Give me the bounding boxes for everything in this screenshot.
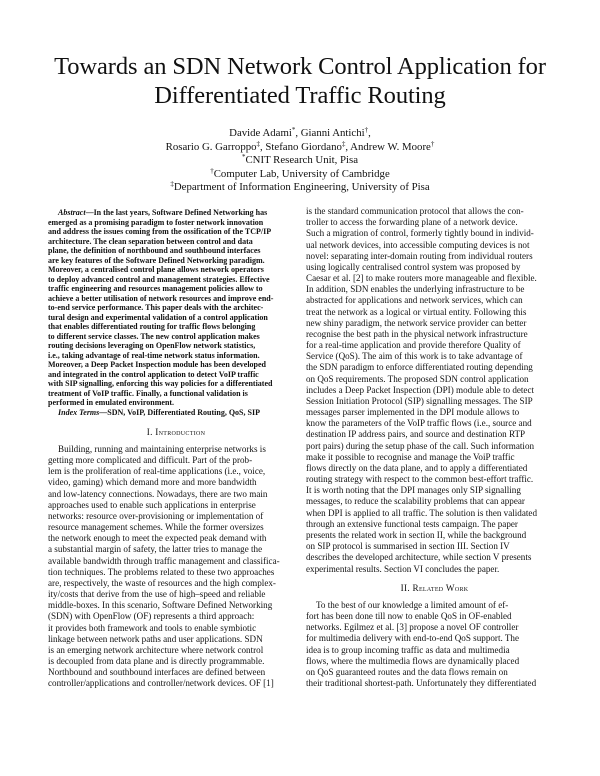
- index-terms: [48, 408, 304, 419]
- body-line: [306, 622, 563, 633]
- body-line-text: Such a migration of control, formerly tightly bound in individ-: [306, 228, 534, 239]
- section-heading-related-work: [306, 583, 563, 594]
- related-work-text: [306, 600, 563, 689]
- body-line-text: To the best of our knowledge a limited amount of ef-: [316, 599, 509, 610]
- affiliation-text: Computer Lab, University of Cambridge: [213, 167, 390, 180]
- body-line-text: presents the related work in section II, while the background: [306, 529, 527, 540]
- body-line-text: on SIP protocol is summarised in section III. Section IV: [306, 541, 510, 552]
- body-line-text: describes the developed architecture, while section V presents: [306, 552, 532, 563]
- affiliation-line: [40, 154, 560, 168]
- affiliation-mark: *: [241, 153, 246, 162]
- body-line: [48, 556, 304, 567]
- body-line-text: abstracted for applications and network services, which can: [306, 295, 523, 306]
- author-name: , Andrew W. Moore: [345, 140, 431, 153]
- author-block: [40, 127, 560, 195]
- abstract-line: [48, 332, 304, 342]
- body-line-text: flows, where the multimedia flows are dynamically placed: [306, 655, 520, 666]
- body-line-text: fort has been done till now to enable QoS in OF-enabled: [306, 611, 512, 622]
- body-line: [48, 611, 304, 622]
- body-line: [48, 656, 304, 667]
- abstract-line-text: and address the issues coming from the ossification of the TCP/IP: [48, 227, 272, 236]
- body-line: [48, 466, 304, 477]
- body-line-text: It is worth noting that the DPI manages only SIP signalling: [306, 485, 521, 496]
- body-line: [48, 489, 304, 500]
- body-line: [306, 240, 563, 251]
- abstract-line-text: performed in emulated environment.: [48, 398, 175, 407]
- abstract-line: [48, 237, 304, 247]
- body-line-text: networks. Egilmez et al. [3] propose a novel OF controller: [306, 622, 519, 633]
- left-column: [48, 208, 304, 690]
- body-line-text: on QoS guaranteed routes and the data flows remain on: [306, 666, 508, 677]
- body-line-text: video, gaming) which demand more and more bandwidth: [48, 477, 257, 488]
- body-line-text: their traditional shortest-path. Unfortunately they differentiated: [306, 678, 537, 689]
- body-line: [306, 552, 563, 563]
- body-line: [48, 533, 304, 544]
- body-line: [48, 477, 304, 488]
- body-line: [48, 500, 304, 511]
- abstract-line: [48, 284, 304, 294]
- abstract-line: [48, 360, 304, 370]
- abstract-line-text: to different service classes. The new control application makes: [48, 331, 260, 341]
- body-line-text: includes a Deep Packet Inspection (DPI) module able to detect: [306, 384, 535, 395]
- body-line-text: networks: resource over-provisioning or implementation of: [48, 510, 264, 521]
- body-line: [48, 589, 304, 600]
- abstract-line: [48, 379, 304, 389]
- paper-title: [20, 52, 580, 110]
- body-line: [306, 329, 563, 340]
- body-line-text: for a real-time application and provide therefore Quality of: [306, 340, 521, 351]
- body-line-text: linkage between network paths and user applications. SDN: [48, 633, 263, 644]
- body-line-text: troller to access the forwarding plane of a network device.: [306, 217, 518, 228]
- body-line: [48, 511, 304, 522]
- body-line-text: treat the network as a logical or virtual entity. Following this: [306, 306, 527, 317]
- body-line: [306, 541, 563, 552]
- body-line: [306, 362, 563, 373]
- abstract-line: [48, 256, 304, 266]
- body-line-text: experimental results. Section VI concludes the paper.: [306, 563, 500, 574]
- body-line-text: is the standard communication protocol that allows the con-: [306, 206, 524, 216]
- author-name: , Stefano Giordano: [260, 140, 342, 153]
- abstract-line-text: to-end service performance. This paper deals with the architec-: [48, 303, 264, 312]
- abstract-line-text: architecture. The clean separation between control and data: [48, 236, 253, 246]
- title-line: Differentiated Traffic Routing: [154, 82, 446, 109]
- body-line-text: destination IP address pairs, and source and destination RTP: [306, 429, 526, 440]
- body-line: [48, 578, 304, 589]
- body-line: [48, 667, 304, 678]
- author-line: [40, 127, 560, 141]
- abstract-line: [48, 208, 304, 218]
- body-line-text: the network enough to meet the expected peak demand with: [48, 533, 267, 544]
- abstract-line-text: emerged as a promising paradigm to foster network innovation: [48, 217, 264, 227]
- body-line-text: through an extensive functional tests campaign. The paper: [306, 518, 518, 529]
- abstract-line: [48, 227, 304, 237]
- section-heading-text: I. Introduction: [146, 426, 206, 437]
- affiliation-text: CNIT Research Unit, Pisa: [245, 154, 359, 167]
- section-heading-introduction: [48, 427, 304, 438]
- introduction-text: [48, 444, 304, 690]
- body-line: [48, 634, 304, 645]
- body-line: [306, 385, 563, 396]
- body-line-text: lem is the proliferation of real-time applications (i.e., voice,: [48, 466, 266, 477]
- body-line: [48, 444, 304, 455]
- body-line-text: it provides both framework and tools to enable symbiotic: [48, 622, 257, 633]
- abstract-line: [48, 265, 304, 275]
- body-line-text: idea is to group incoming traffic as data and multimedia: [306, 644, 510, 655]
- body-line-text: Northbound and southbound interfaces are defined between: [48, 667, 266, 678]
- body-line-text: using logically centralised control system was proposed by: [306, 261, 521, 272]
- section-heading-text: II. Related Work: [400, 582, 469, 593]
- body-line-text: make it possible to recognise and manage the VoiP traffic: [306, 451, 515, 462]
- abstract-line-text: traffic engineering and resources management policies allow to: [48, 284, 263, 293]
- body-line: [306, 374, 563, 385]
- body-line: [306, 600, 563, 611]
- body-line: [306, 284, 563, 295]
- affiliation-line: [40, 168, 560, 182]
- affiliation-line: [40, 181, 560, 195]
- body-line: [306, 351, 563, 362]
- affiliation-mark: ‡: [170, 180, 174, 189]
- abstract-line-text: treatment of VoIP traffic. Finally, a functional validation is: [48, 388, 248, 398]
- abstract-line-text: —In the last years, Software Defined Networking has: [85, 208, 268, 217]
- abstract-line: [48, 398, 304, 408]
- abstract-line-text: tural design and experimental validation of a control application: [48, 312, 268, 322]
- abstract-line-text: plane, the definition of northbound and southbound interfaces: [48, 246, 261, 255]
- affiliation-mark: ‡: [341, 139, 346, 148]
- body-line: [48, 678, 304, 689]
- body-line-text: middle-boxes. In this scenario, Software Defined Networking: [48, 600, 273, 611]
- author-name: , Gianni Antichi: [295, 127, 365, 139]
- abstract-line-text: to deploy advanced control and management strategies. Effective: [48, 274, 270, 284]
- body-line: [48, 600, 304, 611]
- abstract-line-text: Moreover, a centralised control plane allows network operators: [48, 265, 264, 274]
- body-line: [48, 544, 304, 555]
- abstract-line: [48, 218, 304, 228]
- body-line: [306, 452, 563, 463]
- abstract-line: [48, 275, 304, 285]
- body-line: [48, 455, 304, 466]
- body-line-text: Session Initiation Protocol (SIP) signalling messages. The SIP: [306, 395, 533, 406]
- body-line-text: messages, to reduce the scalability problems that can appear: [306, 496, 525, 507]
- abstract-line: [48, 351, 304, 361]
- body-line: [306, 206, 563, 217]
- body-line: [306, 318, 563, 329]
- body-line-text: tion techniques. The problems related to these two approaches: [48, 566, 275, 577]
- body-line: [306, 441, 563, 452]
- body-line: [306, 645, 563, 656]
- body-line: [306, 485, 563, 496]
- affiliation-mark: †: [364, 126, 369, 134]
- affiliation-mark: *: [291, 126, 296, 134]
- body-line: [306, 418, 563, 429]
- abstract-line-text: with SIP signalling, enforcing this way policies for a differentiated: [48, 379, 273, 388]
- body-line: [306, 474, 563, 485]
- body-line-text: routing strategy with respect to the common best-effort traffic.: [306, 474, 534, 485]
- body-line: [306, 429, 563, 440]
- body-line-text: recognise the best path in the physical network infrastructure: [306, 328, 528, 339]
- body-line-text: on QoS requirements. The proposed SDN control application: [306, 373, 529, 384]
- body-line: [306, 396, 563, 407]
- introduction-continued-text: [306, 206, 563, 575]
- body-line-text: Caesar et al. [2] to make routers more manageable and flexible.: [306, 273, 537, 284]
- abstract-line: [48, 341, 304, 351]
- abstract-line-text: that enables differentiated routing for traffic flows belonging: [48, 322, 256, 331]
- body-line: [48, 623, 304, 634]
- body-line: [306, 228, 563, 239]
- body-line-text: is decoupled from data plane and is directly programmable.: [48, 656, 265, 667]
- abstract-line-text: i.e., taking advantage of real-time network status information.: [48, 350, 260, 360]
- body-line-text: available bandwidth through traffic management and classifica-: [48, 555, 280, 566]
- body-line-text: ual network devices, into accessible computing devices is not: [306, 239, 530, 250]
- index-terms-text: —SDN, VoIP, Differentiated Routing, QoS, SIP: [99, 407, 260, 417]
- abstract-line: [48, 370, 304, 380]
- body-line: [48, 567, 304, 578]
- body-line: [306, 519, 563, 530]
- abstract-line-text: achieve a better utilisation of network resources and improve end-: [48, 293, 274, 303]
- body-line-text: port pairs) during the setup phase of the call. Such information: [306, 440, 535, 451]
- body-line-text: is an emerging network architecture where network control: [48, 644, 264, 655]
- body-line: [306, 611, 563, 622]
- body-line-text: novel: separating inter-domain routing from individual routers: [306, 250, 533, 261]
- body-line-text: are, respectively, the waste of resources and the high complex-: [48, 577, 276, 588]
- body-line: [306, 295, 563, 306]
- body-line-text: ity/costs that derive from the use of high–speed and reliable: [48, 589, 266, 600]
- body-line-text: Service (QoS). The aim of this work is to take advantage of: [306, 351, 523, 362]
- abstract-line: [48, 294, 304, 304]
- abstract-line-text: Moreover, a Deep Packet Inspection module has been developed: [48, 360, 266, 369]
- body-line-text: a substantial margin of safety, the latter tries to manage the: [48, 544, 263, 555]
- body-line: [306, 530, 563, 541]
- body-line-text: approaches used to enable such applications in enterprise: [48, 499, 256, 510]
- body-line: [306, 564, 563, 575]
- affiliation-mark: †: [430, 139, 435, 148]
- body-line: [306, 340, 563, 351]
- body-line: [306, 463, 563, 474]
- body-line-text: and low-latency connections. Nowadays, there are two main: [48, 488, 268, 499]
- body-line: [306, 667, 563, 678]
- affiliation-mark: †: [210, 166, 214, 175]
- body-line: [48, 522, 304, 533]
- body-line-text: for multimedia delivery with end-to-end QoS support. The: [306, 633, 519, 644]
- abstract-line: [48, 322, 304, 332]
- abstract-line: [48, 313, 304, 323]
- author-name: Rosario G. Garroppo: [165, 140, 257, 153]
- body-line: [306, 508, 563, 519]
- body-line-text: know the parameters of the VoIP traffic flows (i.e., source and: [306, 418, 532, 429]
- abstract-line: [48, 303, 304, 313]
- body-line: [306, 678, 563, 689]
- body-line: [306, 633, 563, 644]
- body-line-text: (SDN) with OpenFlow (OF) represents a third approach:: [48, 611, 255, 622]
- body-line: [306, 656, 563, 667]
- right-column: [306, 206, 563, 689]
- body-line: [48, 645, 304, 656]
- body-line-text: when DPI is applied to all traffic. The solution is then validated: [306, 507, 538, 518]
- body-line-text: the SDN paradigm to enforce differentiated routing depending: [306, 362, 533, 373]
- abstract-line-text: routing decisions leveraging on OpenFlow network statistics,: [48, 341, 256, 350]
- body-line-text: Building, running and maintaining enterprise networks is: [58, 443, 266, 454]
- title-line: Towards an SDN Network Control Application for: [54, 53, 546, 80]
- body-line: [306, 273, 563, 284]
- separator: ,: [368, 127, 371, 139]
- abstract-line: [48, 389, 304, 399]
- body-line: [306, 251, 563, 262]
- body-line: [306, 407, 563, 418]
- body-line-text: controller/applications and controller/network devices. OF [1]: [48, 678, 274, 689]
- body-line-text: messages parser implemented in the DPI module allows to: [306, 407, 520, 418]
- body-line-text: flows directly on the data plane, and to apply a differentiated: [306, 462, 528, 473]
- abstract-line-text: and integrated in the control application to detect VoIP traffic: [48, 369, 259, 379]
- author-line: [40, 141, 560, 155]
- body-line-text: new shiny paradigm, the network service provider can better: [306, 317, 527, 328]
- abstract-line: [48, 246, 304, 256]
- body-line: [306, 307, 563, 318]
- body-line: [306, 217, 563, 228]
- abstract-line-text: are key features of the Software Defined Networking paradigm.: [48, 255, 265, 265]
- body-line-text: getting more complicated and difficult. Part of the prob-: [48, 455, 253, 466]
- author-name: Davide Adami: [229, 127, 292, 139]
- body-line-text: resource management schemes. While the former oversizes: [48, 522, 264, 533]
- affiliation-mark: ‡: [256, 139, 261, 148]
- affiliation-text: Department of Information Engineering, University of Pisa: [173, 181, 430, 194]
- body-line: [306, 262, 563, 273]
- abstract: [48, 208, 304, 408]
- body-line: [306, 496, 563, 507]
- index-terms-label: Index Terms: [58, 407, 100, 417]
- body-line-text: In addition, SDN enables the underlying infrastructure to be: [306, 284, 525, 295]
- abstract-label: Abstract: [58, 208, 86, 217]
